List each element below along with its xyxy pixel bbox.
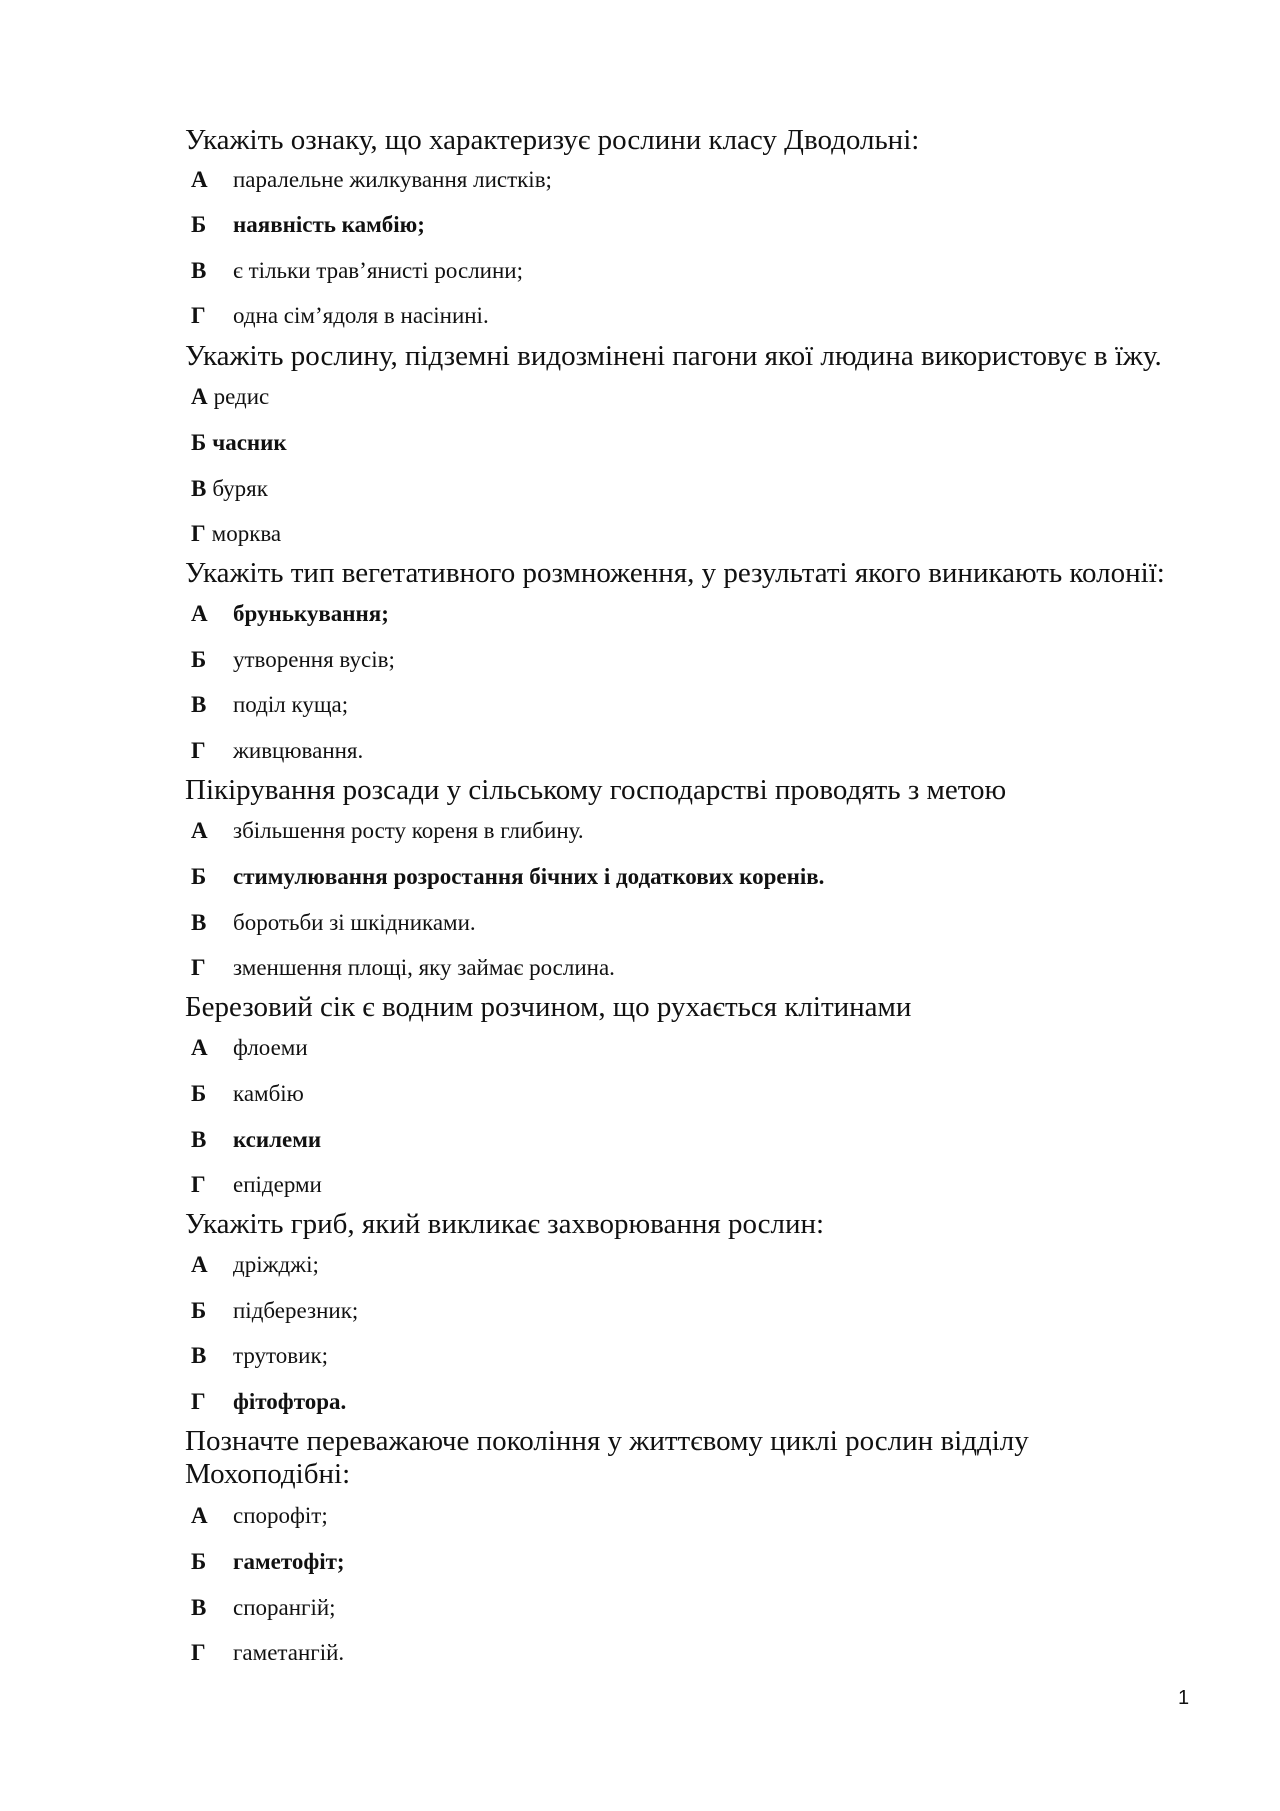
option-letter: Г [191, 738, 206, 763]
option-letter: Б [191, 1081, 207, 1106]
option-letter: В [191, 476, 207, 501]
option-text: буряк [212, 476, 268, 501]
option-text: живцювання. [233, 738, 364, 763]
question-3-text: Укажіть тип вегетативного розмноження, у результаті якого виникають колонії: [185, 557, 1165, 589]
option-text: часник [212, 430, 287, 455]
option-letter: А [191, 1035, 208, 1060]
question-2-option-a [191, 383, 269, 411]
question-2-option-c [191, 475, 268, 503]
option-letter: В [191, 692, 207, 717]
option-letter: Г [191, 1389, 206, 1414]
option-letter: Б [191, 1549, 207, 1574]
option-text: підберезник; [233, 1298, 359, 1323]
option-letter: Б [191, 864, 207, 889]
question-6-text: Укажіть гриб, який викликає захворювання рослин: [185, 1208, 825, 1240]
option-text: стимулювання розростання бічних і додаткових коренів. [233, 864, 825, 889]
option-text: паралельне жилкування листків; [233, 167, 552, 192]
option-letter: А [191, 384, 208, 409]
question-2-option-b-correct [191, 429, 287, 457]
option-text: фітофтора. [233, 1389, 347, 1414]
question-2-option-d [191, 520, 281, 548]
page-number: 1 [1178, 1687, 1190, 1709]
option-text: гаметофіт; [233, 1549, 345, 1574]
option-letter: Б [191, 647, 207, 672]
option-text: трутовик; [233, 1343, 329, 1368]
question-1-text: Укажіть ознаку, що характеризує рослини класу Дводольні: [185, 124, 920, 156]
option-text: зменшення площі, яку займає рослина. [233, 955, 615, 980]
option-text: збільшення росту кореня в глибину. [233, 818, 584, 843]
option-text: брунькування; [233, 601, 389, 626]
option-letter: А [191, 167, 208, 192]
option-letter: Б [191, 212, 207, 237]
option-letter: А [191, 818, 208, 843]
option-text: гаметангій. [233, 1640, 345, 1665]
question-2-text: Укажіть рослину, підземні видозмінені пагони якої людина використовує в їжу. [185, 340, 1162, 372]
option-text: морква [211, 521, 282, 546]
option-text: одна сім’ядоля в насінині. [233, 303, 489, 328]
option-letter: В [191, 1127, 207, 1152]
option-letter: В [191, 258, 207, 283]
option-letter: Г [191, 521, 206, 546]
option-letter: Г [191, 955, 206, 980]
option-text: спорофіт; [233, 1503, 328, 1528]
option-letter: В [191, 1595, 207, 1620]
option-letter: Г [191, 1172, 206, 1197]
option-text: дріжджі; [233, 1252, 319, 1277]
option-text: епідерми [233, 1172, 322, 1197]
option-text: є тільки трав’янисті рослини; [233, 258, 523, 283]
option-text: боротьби зі шкідниками. [233, 910, 476, 935]
question-5-text: Березовий сік є водним розчином, що рухається клітинами [185, 991, 912, 1023]
option-text: спорангій; [233, 1595, 336, 1620]
option-text: наявність камбію; [233, 212, 425, 237]
option-letter: Б [191, 1298, 207, 1323]
question-7-text: Позначте переважаюче покоління у життєвому циклі рослин відділу Мохоподібні: [185, 1425, 1029, 1490]
option-text: поділ куща; [233, 692, 349, 717]
question-4-text: Пікірування розсади у сільському господарстві проводять з метою [185, 774, 1007, 806]
option-letter: Г [191, 1640, 206, 1665]
option-letter: Б [191, 430, 207, 455]
option-text: камбію [233, 1081, 304, 1106]
option-letter: А [191, 1503, 208, 1528]
option-text: флоеми [233, 1035, 308, 1060]
option-letter: В [191, 1343, 207, 1368]
option-text: утворення вусів; [233, 647, 395, 672]
option-letter: В [191, 910, 207, 935]
option-letter: А [191, 601, 208, 626]
option-letter: А [191, 1252, 208, 1277]
option-text: ксилеми [233, 1127, 322, 1152]
option-letter: Г [191, 303, 206, 328]
option-text: редис [213, 384, 270, 409]
